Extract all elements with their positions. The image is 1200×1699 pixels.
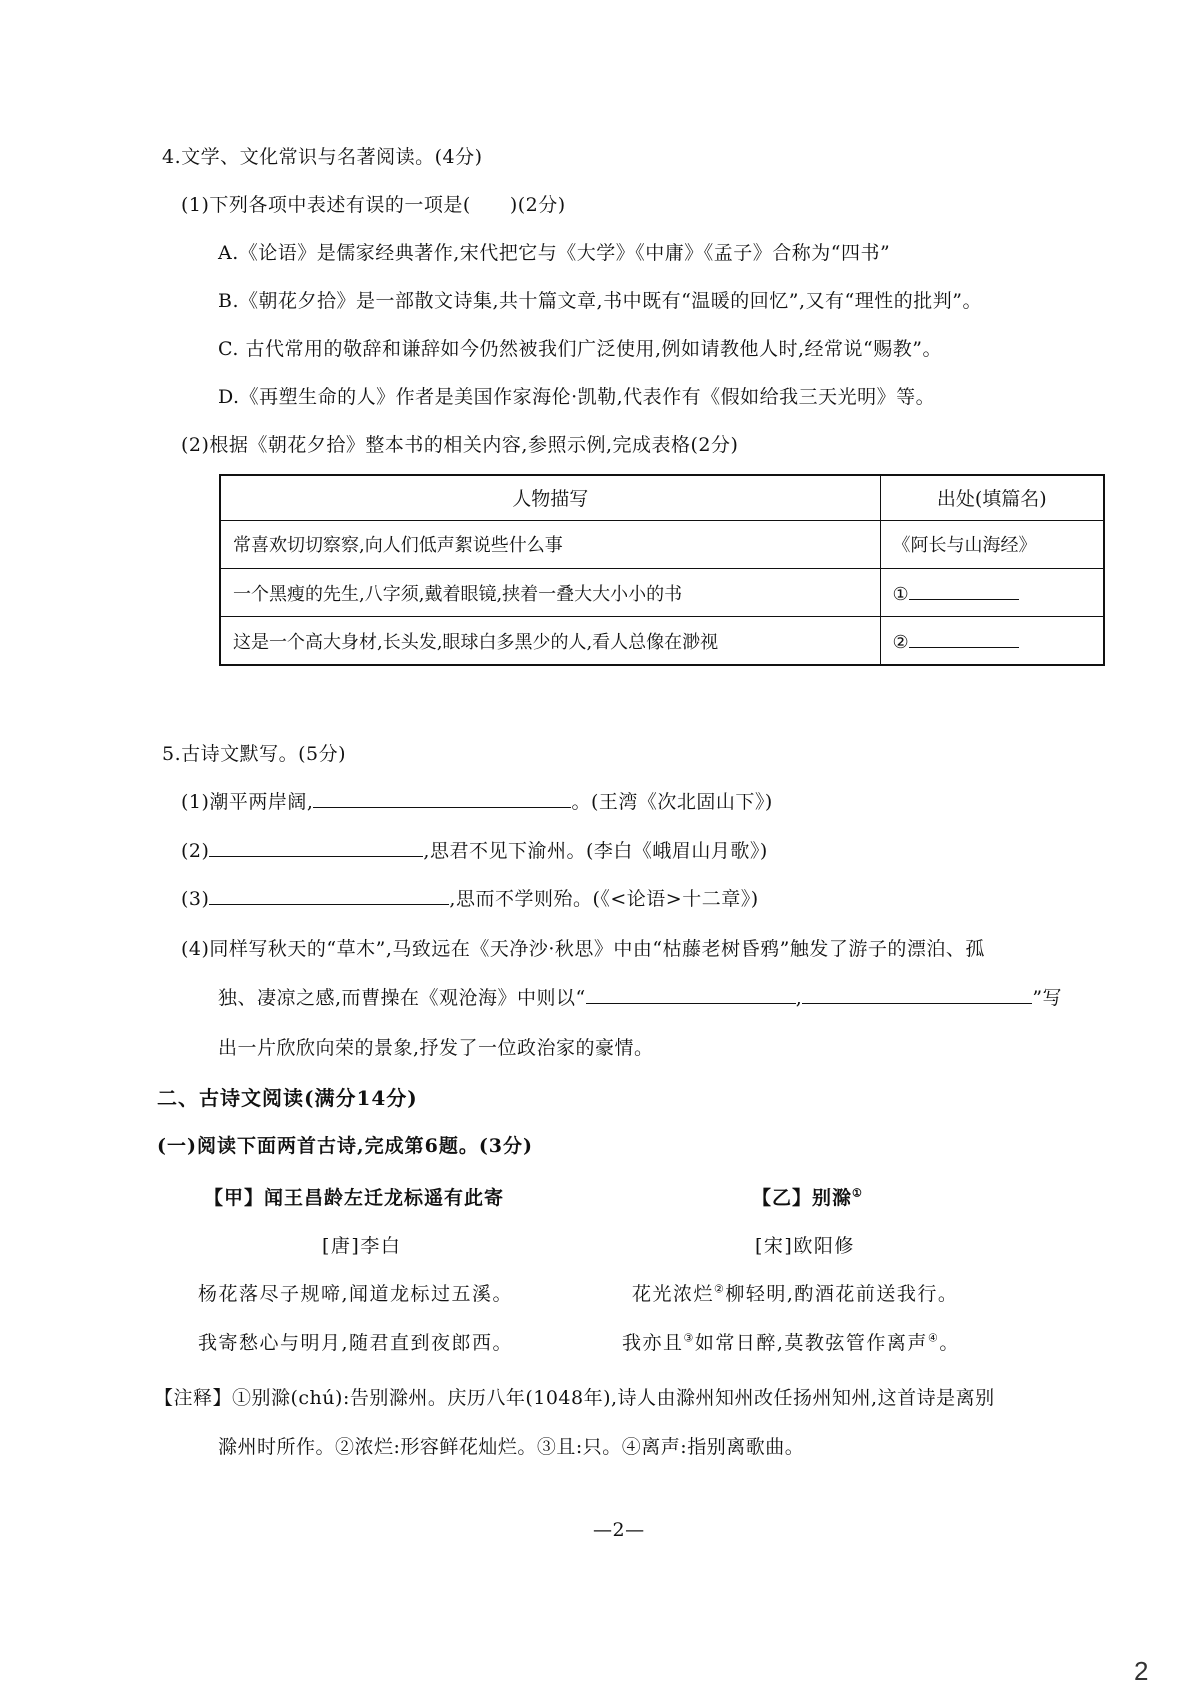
footnote-marker: ④ bbox=[927, 1331, 940, 1345]
table-cell-source: 《阿长与山海经》 bbox=[880, 520, 1104, 568]
q5-line-2 bbox=[181, 836, 768, 863]
page-footer: —2— bbox=[593, 1519, 645, 1541]
page-number: 2 bbox=[1134, 1656, 1149, 1686]
footnote-marker: ① bbox=[852, 1186, 863, 1200]
q5-line-4b bbox=[218, 983, 1062, 1010]
poem-jia-title: 【甲】闻王昌龄左迁龙标遥有此寄 bbox=[204, 1187, 505, 1209]
q4-option-b: B.《朝花夕拾》是一部散文诗集,共十篇文章,书中既有“温暖的回忆”,又有“理性的批判”。 bbox=[218, 290, 982, 312]
q5-line-3-prefix: (3) bbox=[181, 888, 210, 910]
footnote-marker: ③ bbox=[683, 1331, 695, 1345]
q4-option-a: A.《论语》是儒家经典著作,宋代把它与《大学》《中庸》《孟子》合称为“四书” bbox=[218, 242, 891, 264]
note-line-2: 滁州时所作。②浓烂:形容鲜花灿烂。③且:只。④离声:指别离歌曲。 bbox=[218, 1436, 805, 1458]
answer-blank[interactable] bbox=[802, 985, 1032, 1004]
poem-yi-line-2c: 。 bbox=[939, 1332, 960, 1354]
q4-heading: 4.文学、文化常识与名著阅读。(4分) bbox=[162, 146, 483, 168]
table-cell-source bbox=[880, 617, 1104, 665]
table-header-source: 出处(填篇名) bbox=[880, 475, 1104, 520]
q5-line-4c: 出一片欣欣向荣的景象,抒发了一位政治家的豪情。 bbox=[218, 1037, 654, 1059]
table-header-desc: 人物描写 bbox=[220, 475, 880, 520]
table-cell-desc: 这是一个高大身材,长头发,眼球白多黑少的人,看人总像在渺视 bbox=[220, 617, 880, 665]
source-table bbox=[219, 474, 1105, 666]
footnote-marker: ② bbox=[714, 1282, 726, 1296]
answer-blank[interactable] bbox=[586, 985, 796, 1004]
poem-yi-author: [宋]欧阳修 bbox=[755, 1235, 855, 1257]
poem-yi-line-2 bbox=[622, 1328, 960, 1355]
q5-line-3 bbox=[181, 884, 759, 911]
q5-line-4b-suffix: ”写 bbox=[1032, 987, 1063, 1009]
q4-sub1: (1)下列各项中表述有误的一项是( )(2分) bbox=[181, 194, 566, 216]
q5-line-4b-prefix: 独、凄凉之感,而曹操在《观沧海》中则以“ bbox=[218, 987, 586, 1009]
table-cell-desc: 常喜欢切切察察,向人们低声絮说些什么事 bbox=[220, 520, 880, 568]
answer-blank[interactable] bbox=[909, 581, 1019, 600]
poem-jia-line-1: 杨花落尽子规啼,闻道龙标过五溪。 bbox=[198, 1283, 514, 1305]
q5-line-2-suffix: ,思君不见下渝州。(李白《峨眉山月歌》) bbox=[423, 840, 768, 862]
table-row bbox=[220, 568, 1104, 616]
q5-line-1-prefix: (1)潮平两岸阔, bbox=[181, 791, 314, 813]
table-cell-desc: 一个黑瘦的先生,八字须,戴着眼镜,挟着一叠大大小小的书 bbox=[220, 568, 880, 616]
q5-line-1-suffix: 。(王湾《次北固山下》) bbox=[571, 791, 773, 813]
table-header-row bbox=[220, 475, 1104, 520]
section2-heading: 二、古诗文阅读(满分14分) bbox=[157, 1086, 418, 1110]
table-cell-source bbox=[880, 568, 1104, 616]
poem-yi-line-1a: 花光浓烂 bbox=[632, 1283, 715, 1305]
q5-line-3-suffix: ,思而不学则殆。(《<论语>十二章》) bbox=[449, 888, 759, 910]
note-line-1: 【注释】①别滁(chú):告别滁州。庆历八年(1048年),诗人由滁州知州改任扬州知州,这首诗是离别 bbox=[154, 1387, 995, 1409]
poem-yi-title-text: 【乙】别滁 bbox=[752, 1187, 853, 1209]
poem-jia-author: [唐]李白 bbox=[322, 1235, 402, 1257]
poem-yi-line-2a: 我亦且 bbox=[622, 1332, 684, 1354]
answer-blank[interactable] bbox=[313, 789, 571, 808]
q4-sub2: (2)根据《朝花夕拾》整本书的相关内容,参照示例,完成表格(2分) bbox=[181, 434, 739, 456]
q4-option-c: C. 古代常用的敬辞和谦辞如今仍然被我们广泛使用,例如请教他人时,经常说“赐教”。 bbox=[218, 338, 942, 360]
q5-line-4: (4)同样写秋天的“草木”,马致远在《天净沙·秋思》中由“枯藤老树昏鸦”触发了游子的漂泊、孤 bbox=[181, 938, 985, 960]
poem-yi-line-1 bbox=[632, 1279, 958, 1306]
q5-line-2-prefix: (2) bbox=[181, 840, 210, 862]
answer-blank[interactable] bbox=[209, 838, 423, 857]
answer-blank[interactable] bbox=[209, 886, 449, 905]
poem-yi-title bbox=[752, 1183, 863, 1210]
answer-marker: ① bbox=[892, 583, 909, 605]
q5-line-1 bbox=[181, 787, 773, 814]
section2-sub: (一)阅读下面两首古诗,完成第6题。(3分) bbox=[157, 1135, 534, 1157]
q4-option-d: D.《再塑生命的人》作者是美国作家海伦·凯勒,代表作有《假如给我三天光明》等。 bbox=[218, 386, 936, 408]
q5-line-4b-comma: , bbox=[795, 987, 803, 1009]
table-row bbox=[220, 617, 1104, 665]
poem-yi-line-1b: 柳轻明,酌酒花前送我行。 bbox=[725, 1283, 959, 1305]
answer-blank[interactable] bbox=[909, 629, 1019, 648]
poem-jia-line-2: 我寄愁心与明月,随君直到夜郎西。 bbox=[198, 1332, 514, 1354]
poem-yi-line-2b: 如常日醉,莫教弦管作离声 bbox=[694, 1332, 928, 1354]
answer-marker: ② bbox=[892, 631, 909, 653]
table-row bbox=[220, 520, 1104, 568]
q5-heading: 5.古诗文默写。(5分) bbox=[162, 743, 347, 765]
